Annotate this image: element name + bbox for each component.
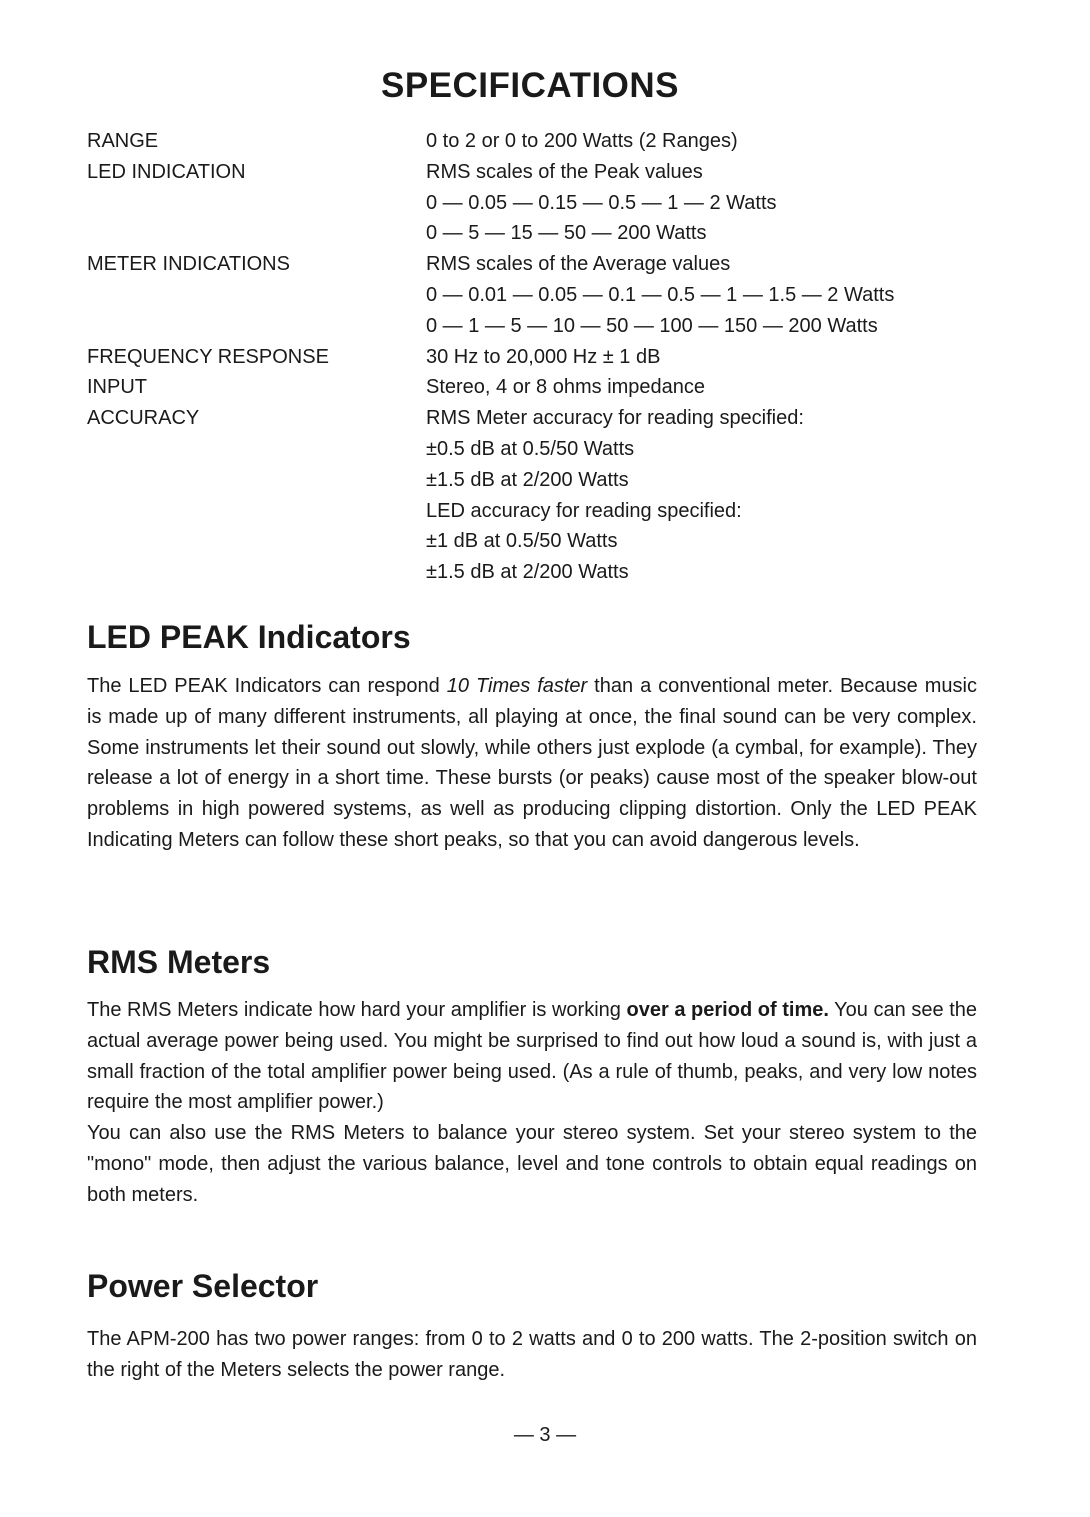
led-peak-heading: LED PEAK Indicators bbox=[87, 619, 411, 655]
spec-row bbox=[87, 157, 987, 249]
text: You can see the actual average power being used. You might be surprised to find out how loud a sound is, with just a small fraction of the total amplifier power being used. (As a rule of thumb, peaks, and very low notes require the most amplifier power.) bbox=[87, 999, 978, 1114]
spec-value: 0 — 5 — 15 — 50 — 200 Watts bbox=[426, 222, 707, 245]
spec-values bbox=[426, 403, 987, 588]
spec-label: METER INDICATIONS bbox=[87, 253, 290, 276]
spec-values bbox=[426, 157, 987, 249]
specifications-table bbox=[87, 126, 987, 588]
text: The RMS Meters indicate how hard your amplifier is working bbox=[87, 999, 627, 1021]
spec-value: ±1 dB at 0.5/50 Watts bbox=[426, 530, 618, 553]
spec-value: LED accuracy for reading specified: bbox=[426, 499, 742, 522]
spec-value: 0 — 0.01 — 0.05 — 0.1 — 0.5 — 1 — 1.5 — 2 Watts bbox=[426, 283, 895, 306]
spec-row bbox=[87, 372, 987, 403]
spec-value: RMS scales of the Average values bbox=[426, 253, 731, 276]
text: The APM-200 has two power ranges: from 0 to 2 watts and 0 to 200 watts. The 2-position switch on the right of the Meters selects the power range. bbox=[87, 1328, 977, 1381]
spec-value: RMS Meter accuracy for reading specified: bbox=[426, 407, 804, 430]
spec-label: FREQUENCY RESPONSE bbox=[87, 345, 329, 368]
spec-value: ±0.5 dB at 0.5/50 Watts bbox=[426, 437, 635, 460]
spec-value: Stereo, 4 or 8 ohms impedance bbox=[426, 376, 706, 399]
text: than a conventional meter. Because music is made up of many different instruments, all playing at once, the final sound can be very complex. Some instruments let their sound out slowly, while others just explode (a cymbal, for example). They release a lot of energy in a short time. These bursts (or peaks) cause most of the speaker blow-out problems in high powered systems, as well as producing clipping distortion. Only the LED PEAK Indicating Meters can follow these short peaks, so that you can avoid dangerous levels. bbox=[87, 675, 977, 851]
led-peak-paragraph bbox=[87, 671, 977, 856]
spec-value: ±1.5 dB at 2/200 Watts bbox=[426, 561, 629, 584]
spec-row bbox=[87, 342, 987, 373]
rms-meters-paragraph bbox=[87, 995, 977, 1211]
page-title: SPECIFICATIONS bbox=[380, 66, 680, 105]
text: You can also use the RMS Meters to balance your stereo system. Set your stereo system to the "mono" mode, then adjust the various balance, level and tone controls to obtain equal readings on both meters. bbox=[87, 1122, 977, 1206]
spec-row bbox=[87, 126, 987, 157]
spec-values bbox=[426, 126, 987, 157]
spec-value: 0 — 0.05 — 0.15 — 0.5 — 1 — 2 Watts bbox=[426, 191, 777, 214]
rms-meters-heading: RMS Meters bbox=[87, 944, 271, 980]
spec-values bbox=[426, 342, 987, 373]
power-selector-paragraph bbox=[87, 1324, 977, 1386]
bold-text: over a period of time. bbox=[626, 999, 829, 1021]
spec-value: ±1.5 dB at 2/200 Watts bbox=[426, 468, 629, 491]
page-number: — 3 — bbox=[513, 1424, 577, 1446]
power-selector-heading: Power Selector bbox=[87, 1268, 319, 1304]
spec-label: INPUT bbox=[87, 376, 147, 399]
spec-label: LED INDICATION bbox=[87, 160, 246, 183]
spec-values bbox=[426, 372, 987, 403]
spec-value: RMS scales of the Peak values bbox=[426, 160, 703, 183]
spec-values bbox=[426, 249, 987, 341]
spec-label: ACCURACY bbox=[87, 407, 200, 430]
spec-value: 30 Hz to 20,000 Hz ± 1 dB bbox=[426, 345, 661, 368]
spec-value: 0 to 2 or 0 to 200 Watts (2 Ranges) bbox=[426, 130, 738, 152]
spec-row bbox=[87, 249, 987, 341]
text: The LED PEAK Indicators can respond bbox=[87, 675, 447, 697]
spec-value: 0 — 1 — 5 — 10 — 50 — 100 — 150 — 200 Watts bbox=[426, 314, 878, 337]
spec-label: RANGE bbox=[87, 130, 159, 152]
emphasis-text: 10 Times faster bbox=[446, 675, 588, 697]
spec-row bbox=[87, 403, 987, 588]
